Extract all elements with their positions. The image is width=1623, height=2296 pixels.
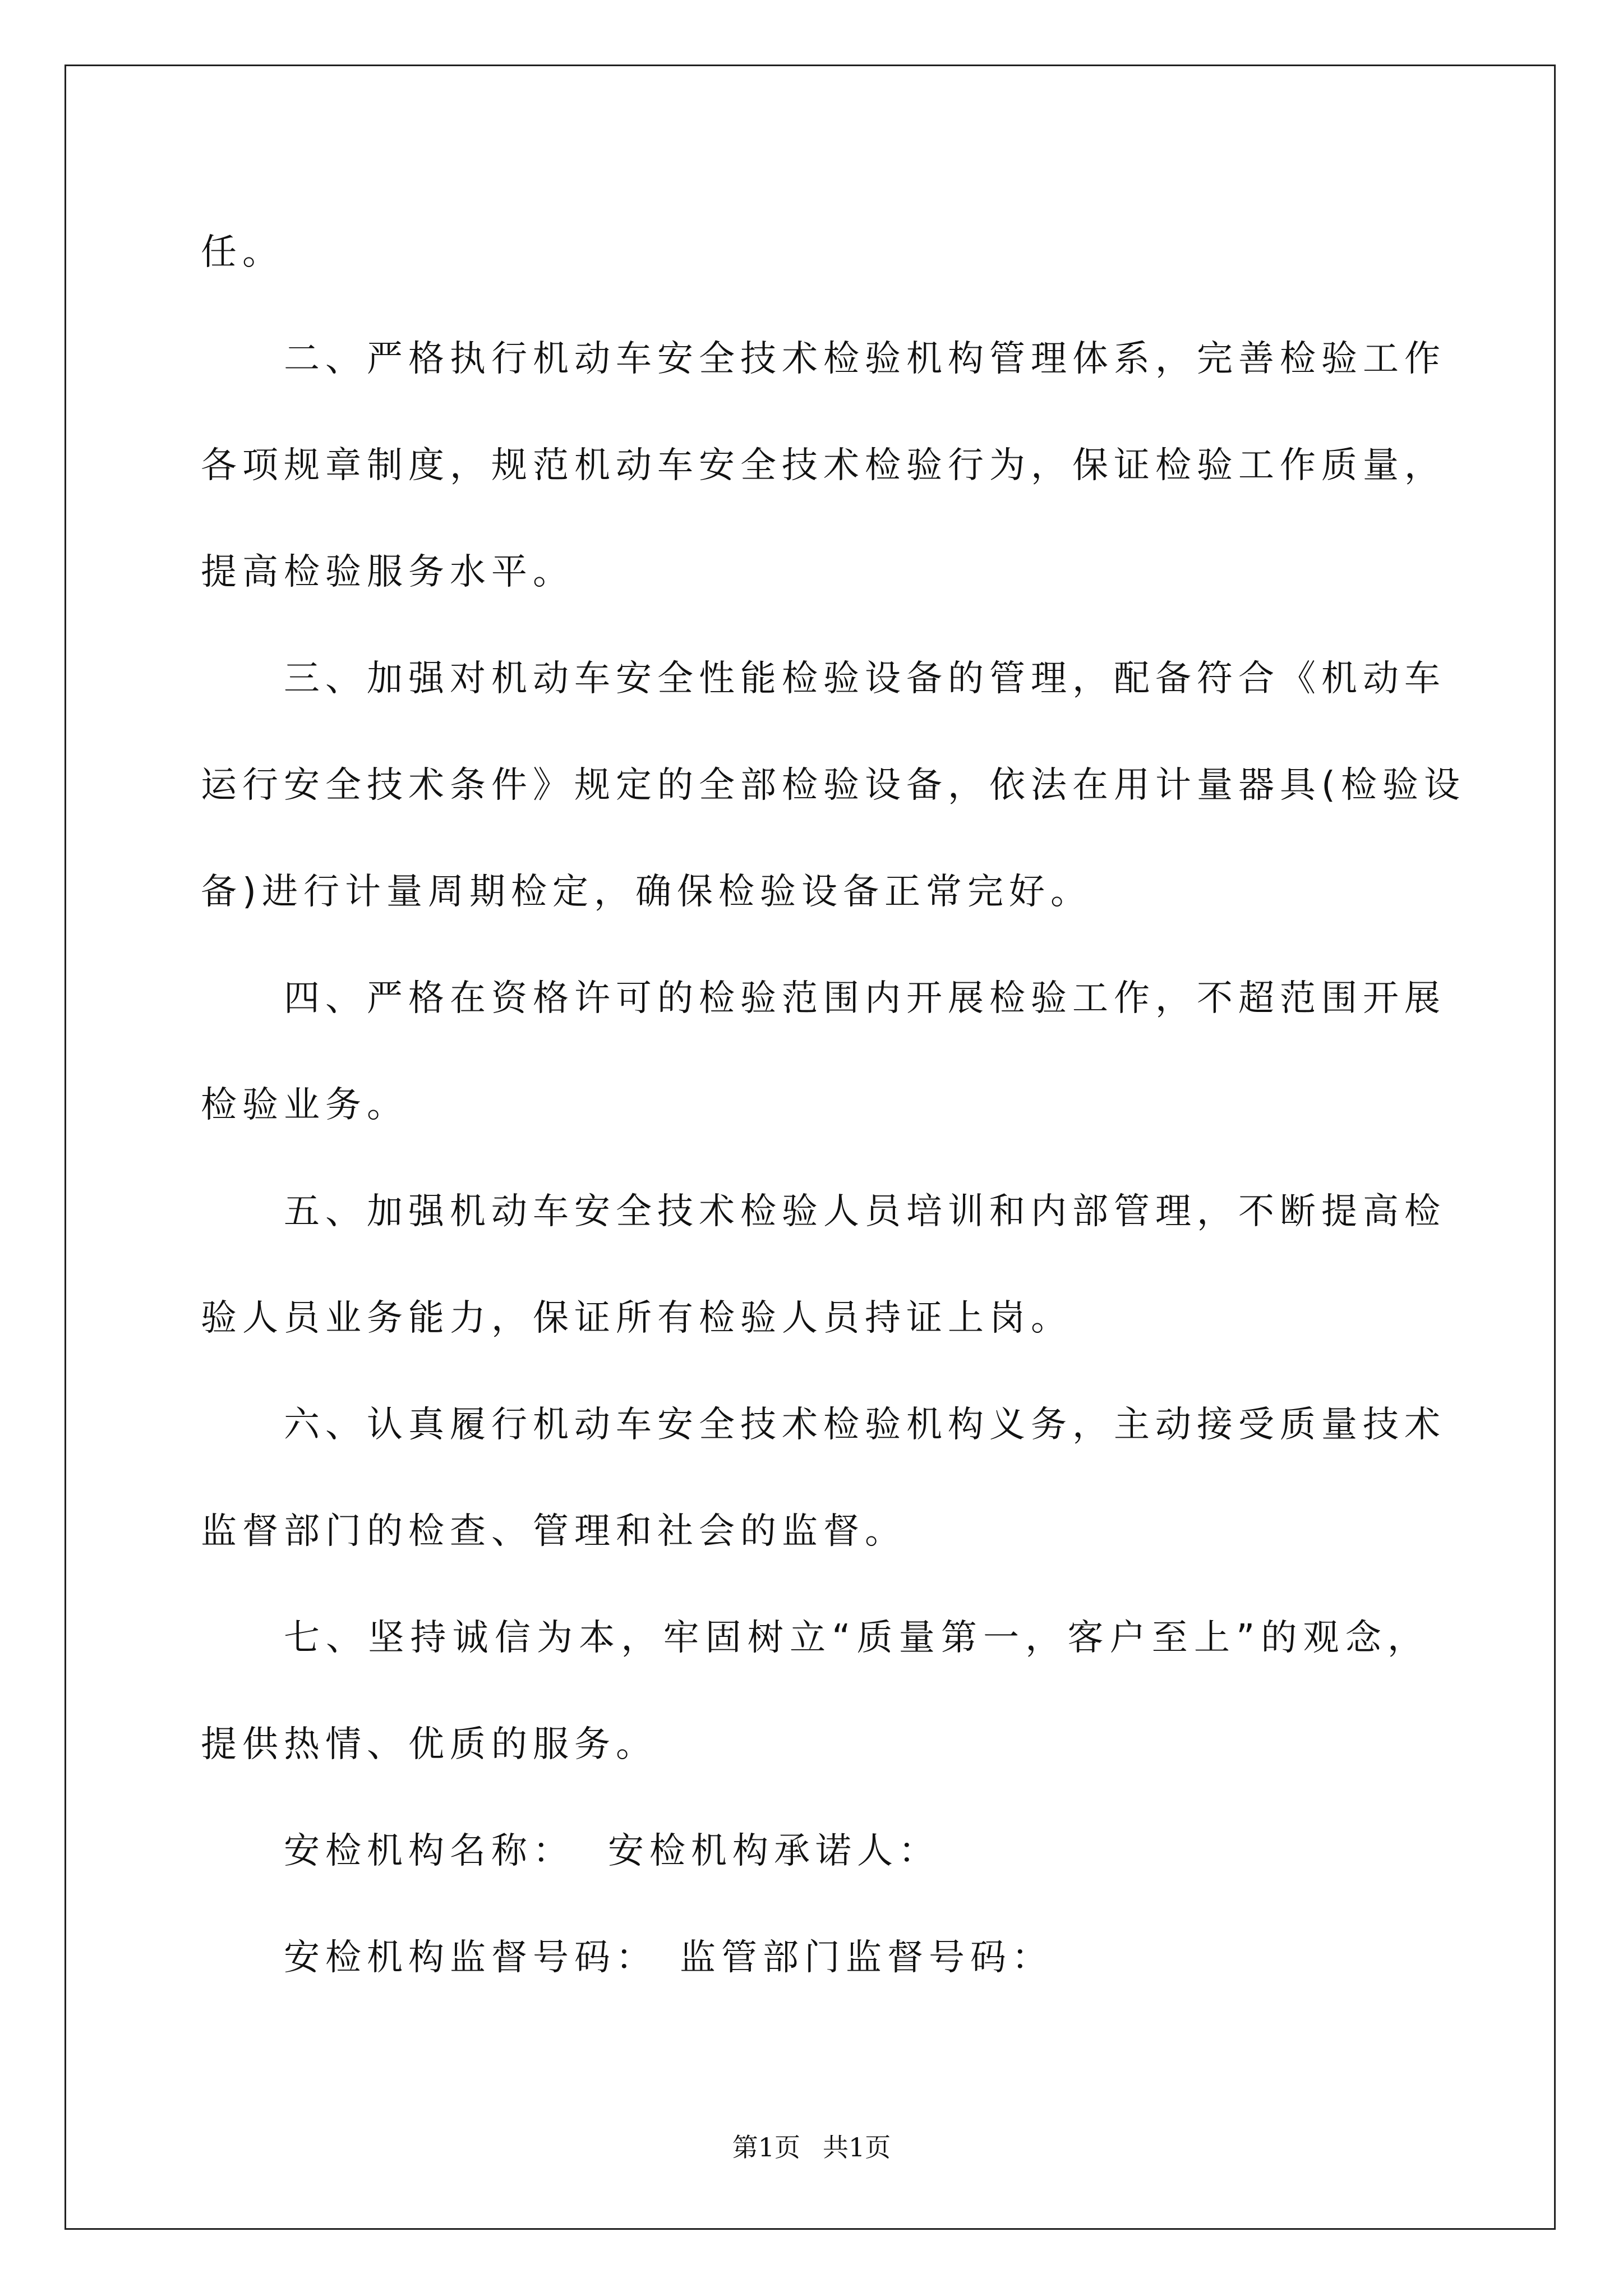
page-footer	[0, 2127, 1623, 2164]
text-line: 四、严格在资格许可的检验范围内开展检验工作，不超范围开展	[284, 978, 1446, 1019]
promisor-label: 安检机构承诺人：	[608, 1830, 940, 1872]
text-line: 验人员业务能力，保证所有检验人员持证上岗。	[201, 1297, 1072, 1339]
text-line: 各项规章制度，规范机动车安全技术检验行为，保证检验工作质量，	[201, 445, 1446, 486]
page-number-total: 共1页	[823, 2132, 891, 2162]
text-line: 提高检验服务水平。	[201, 551, 574, 593]
dept-number-label: 监管部门监督号码：	[680, 1937, 1053, 1978]
signature-line-2	[201, 1904, 1429, 2011]
paragraph-lines	[201, 199, 1465, 1798]
text-line: 七、坚持诚信为本，牢固树立“质量第一，客户至上”的观念，	[284, 1617, 1429, 1659]
text-line: 六、认真履行机动车安全技术检验机构义务，主动接受质量技术	[284, 1404, 1446, 1446]
text-line: 五、加强机动车安全技术检验人员培训和内部管理，不断提高检	[284, 1191, 1446, 1232]
signature-line-1	[201, 1798, 1429, 1904]
supervision-number-label: 安检机构监督号码：	[284, 1937, 657, 1978]
text-line: 提供热情、优质的服务。	[201, 1724, 657, 1765]
text-line: 备)进行计量周期检定，确保检验设备正常完好。	[201, 871, 1092, 913]
text-line: 运行安全技术条件》规定的全部检验设备，依法在用计量器具(检验设	[201, 765, 1465, 806]
agency-name-label: 安检机构名称：	[284, 1830, 574, 1872]
text-line: 检验业务。	[201, 1084, 408, 1126]
text-line: 三、加强对机动车安全性能检验设备的管理，配备符合《机动车	[284, 658, 1446, 700]
document-body	[201, 199, 1465, 2011]
page-number-current: 第1页	[732, 2132, 800, 2162]
text-line: 监督部门的检查、管理和社会的监督。	[201, 1511, 906, 1552]
text-line: 二、严格执行机动车安全技术检验机构管理体系，完善检验工作	[284, 338, 1446, 380]
text-line: 任。	[201, 232, 284, 273]
